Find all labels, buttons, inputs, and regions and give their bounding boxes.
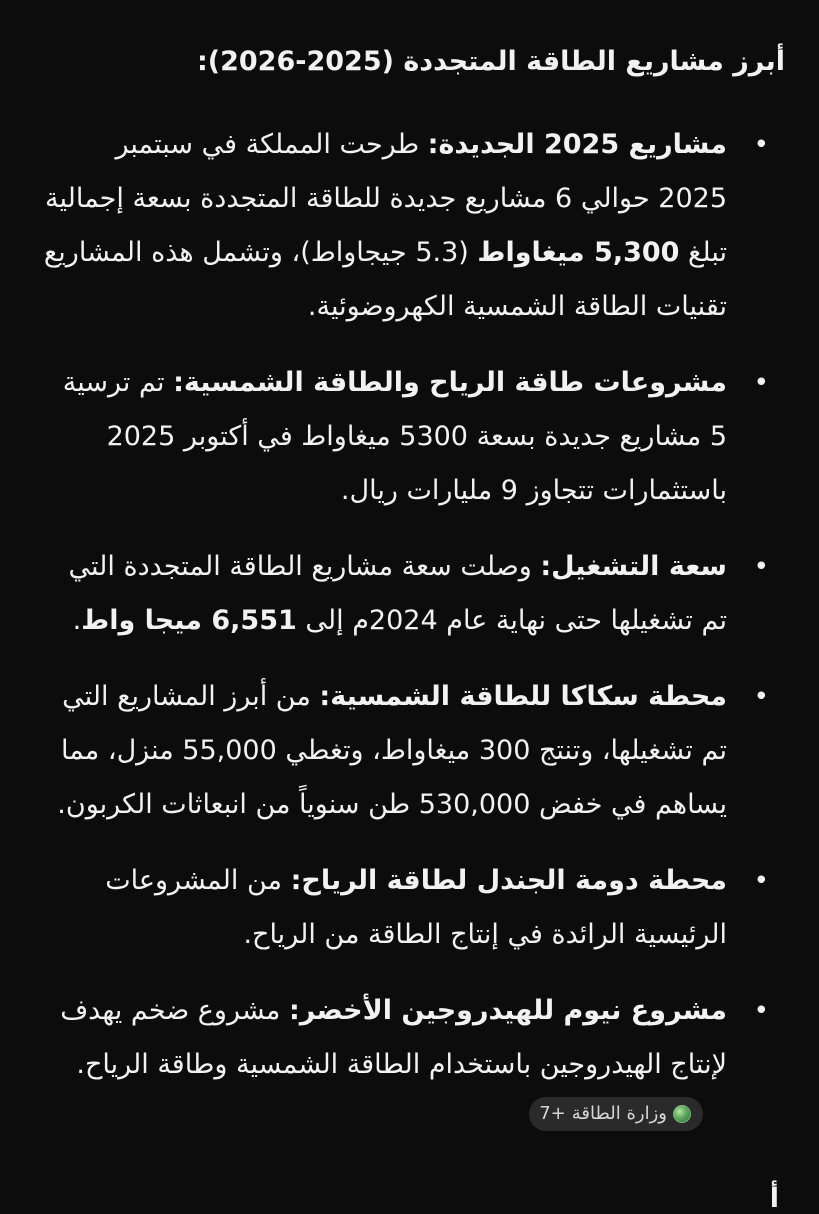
item-text-cont: .	[72, 605, 82, 636]
item-lead: مشروعات طاقة الرياح والطاقة الشمسية:	[173, 367, 727, 398]
item-lead: سعة التشغيل:	[540, 551, 727, 582]
list-item	[40, 854, 785, 962]
item-lead: مشروع نيوم للهيدروجين الأخضر:	[288, 995, 727, 1026]
source-chip[interactable]	[529, 1097, 703, 1131]
list-item	[40, 356, 785, 518]
source-chip-label: وزارة الطاقة	[571, 1103, 667, 1124]
bullet-icon: •	[753, 996, 769, 1026]
item-highlight: 5,300 ميغاواط	[477, 237, 680, 268]
item-lead: محطة دومة الجندل لطاقة الرياح:	[290, 865, 727, 896]
item-highlight: 6,551 ميجا واط	[81, 605, 297, 636]
bullet-icon: •	[753, 682, 769, 712]
item-text: وصلت سعة مشاريع الطاقة المتجددة التي تم تشغيلها حتى نهاية عام 2024م إلى	[68, 551, 727, 636]
item-text-cont: (5.3 جيجاواط)، وتشمل هذه المشاريع تقنيات الطاقة الشمسية الكهروضوئية.	[43, 237, 727, 322]
bullet-icon: •	[753, 866, 769, 896]
item-lead: مشاريع 2025 الجديدة:	[427, 129, 727, 160]
cutoff-text: أ	[769, 1183, 779, 1214]
bullet-icon: •	[753, 130, 769, 160]
item-text: مشروع ضخم يهدف لإنتاج الهيدروجين باستخدام الطاقة الشمسية وطاقة الرياح.	[60, 995, 727, 1080]
source-chip-count: +7	[539, 1103, 566, 1124]
projects-list	[40, 118, 785, 1146]
item-lead: محطة سكاكا للطاقة الشمسية:	[319, 681, 727, 712]
item-text: من أبرز المشاريع التي تم تشغيلها، وتنتج 300 ميغاواط، وتغطي 55,000 منزل، مما يساهم في خفض 530,000 طن سنوياً من انبعاثات الكربون.	[57, 681, 727, 820]
section-heading: أبرز مشاريع الطاقة المتجددة (2025-2026):	[196, 46, 785, 77]
item-text: طرحت المملكة في سبتمبر 2025 حوالي 6 مشاريع جديدة للطاقة المتجددة بسعة إجمالية تبلغ	[45, 129, 727, 268]
list-item	[40, 670, 785, 832]
bullet-icon: •	[753, 368, 769, 398]
item-text: تم ترسية 5 مشاريع جديدة بسعة 5300 ميغاواط في أكتوبر 2025 باستثمارات تتجاوز 9 مليارات ريال.	[62, 367, 727, 506]
bullet-icon: •	[753, 552, 769, 582]
list-item	[40, 118, 785, 334]
list-item	[40, 984, 785, 1146]
globe-icon	[673, 1105, 691, 1123]
list-item	[40, 540, 785, 648]
item-text: من المشروعات الرئيسية الرائدة في إنتاج الطاقة من الرياح.	[105, 865, 727, 950]
